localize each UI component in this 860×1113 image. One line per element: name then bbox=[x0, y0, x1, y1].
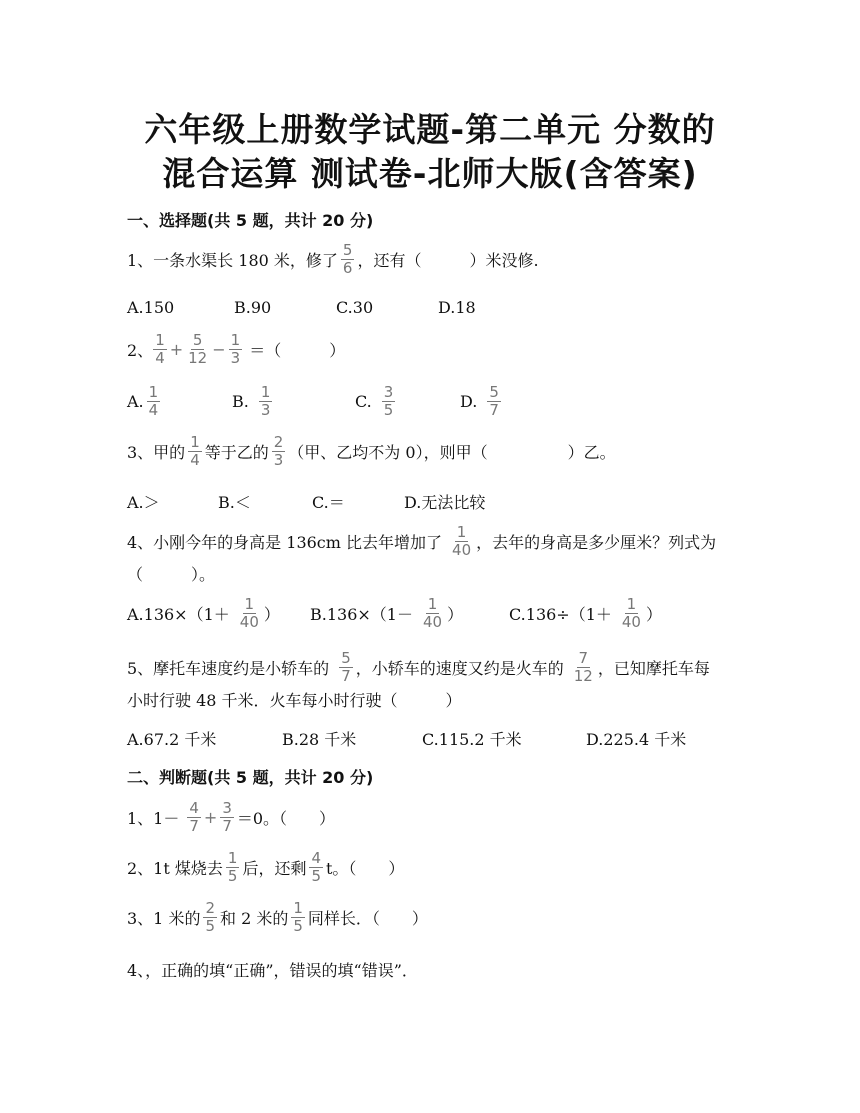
question-text: 后，还剩 bbox=[242, 859, 307, 878]
option-b[interactable]: B.28 千米 bbox=[282, 730, 357, 749]
fraction: $\frac{1}{40}$ bbox=[621, 595, 641, 631]
question-4 bbox=[127, 524, 716, 559]
question-text: 等于乙的 bbox=[204, 443, 269, 462]
fraction: $\frac{1}{3}$ bbox=[230, 331, 241, 367]
option-d[interactable]: D.225.4 千米 bbox=[586, 730, 687, 749]
option-b[interactable]: B.136×（1－ $\frac{1}{40}$ ） bbox=[310, 595, 464, 631]
option-b[interactable]: B. $\frac{1}{3}$ bbox=[232, 383, 271, 419]
fraction: $\frac{2}{5}$ bbox=[205, 899, 215, 935]
fraction: $\frac{1}{3}$ bbox=[260, 383, 271, 419]
fraction: $\frac{3}{7}$ bbox=[222, 799, 232, 835]
question-text: t。（ ） bbox=[326, 859, 405, 878]
judgement-1 bbox=[127, 800, 335, 835]
option-a[interactable]: A. $\frac{1}{4}$ bbox=[127, 383, 159, 419]
section-heading-judge: 二、判断题(共 5 题，共计 20 分) bbox=[127, 768, 374, 787]
fraction: $\frac{1}{5}$ bbox=[293, 899, 303, 935]
question-number: 2、 bbox=[127, 341, 154, 360]
question-text: 同样长．（ ） bbox=[307, 909, 428, 928]
question-2 bbox=[127, 332, 345, 367]
question-text: 1、一条水渠长 180 米，修了 bbox=[127, 251, 338, 270]
option-d[interactable]: D.18 bbox=[438, 298, 476, 317]
fraction: $\frac{1}{4}$ bbox=[148, 383, 159, 419]
judgement-2 bbox=[127, 850, 404, 885]
page-title-line-2: 混合运算 测试卷-北师大版(含答案) bbox=[162, 154, 698, 193]
question-text: 1、1－ bbox=[127, 809, 180, 828]
plus-operator: + bbox=[169, 340, 184, 359]
fraction: $\frac{2}{3}$ bbox=[273, 433, 284, 469]
page-title-line-1: 六年级上册数学试题-第二单元 分数的 bbox=[144, 110, 716, 149]
question-text: 5、摩托车速度约是小轿车的 bbox=[127, 659, 330, 678]
fraction: $\frac{4}{7}$ bbox=[189, 799, 199, 835]
fraction: $\frac{3}{5}$ bbox=[383, 383, 394, 419]
question-1 bbox=[127, 242, 539, 277]
option-b[interactable]: B.90 bbox=[234, 298, 272, 317]
section-heading-choice: 一、选择题(共 5 题，共计 20 分) bbox=[127, 211, 374, 230]
judgement-3 bbox=[127, 900, 428, 935]
option-c[interactable]: C.30 bbox=[336, 298, 374, 317]
question-text: ＝（ ） bbox=[249, 341, 346, 360]
question-text: ，已知摩托车每 bbox=[597, 659, 710, 678]
question-5-line-2: 小时行驶 48 千米．火车每小时行驶（ ） bbox=[127, 691, 462, 710]
question-text: （甲、乙均不为 0），则甲（ ）乙。 bbox=[288, 443, 616, 462]
fraction: $\frac{1}{4}$ bbox=[190, 433, 200, 469]
option-b[interactable]: B.＜ bbox=[218, 493, 251, 512]
question-3 bbox=[127, 434, 616, 469]
option-c[interactable]: C.115.2 千米 bbox=[422, 730, 522, 749]
fraction: $\frac{5}{7}$ bbox=[489, 383, 499, 419]
fraction: $\frac{7}{12}$ bbox=[573, 649, 593, 685]
option-d[interactable]: D. $\frac{5}{7}$ bbox=[460, 383, 499, 419]
question-text: 3、1 米的 bbox=[127, 909, 201, 928]
question-text: 3、甲的 bbox=[127, 443, 186, 462]
option-d[interactable]: D.无法比较 bbox=[404, 493, 486, 512]
option-a[interactable]: A.136×（1＋ $\frac{1}{40}$ ） bbox=[127, 595, 280, 631]
option-c[interactable]: C.＝ bbox=[312, 493, 345, 512]
option-c[interactable]: C. $\frac{3}{5}$ bbox=[355, 383, 394, 419]
fraction: $\frac{1}{4}$ bbox=[155, 331, 165, 367]
question-text: ，去年的身高是多少厘米？列式为 bbox=[476, 533, 717, 552]
option-a[interactable]: A.＞ bbox=[127, 493, 160, 512]
question-text: 和 2 米的 bbox=[220, 909, 289, 928]
question-text: ＝0。（ ） bbox=[236, 809, 336, 828]
fraction: $\frac{5}{7}$ bbox=[341, 649, 351, 685]
question-5 bbox=[127, 650, 710, 685]
option-a[interactable]: A.150 bbox=[127, 298, 175, 317]
option-c[interactable]: C.136÷（1＋ $\frac{1}{40}$ ） bbox=[509, 595, 662, 631]
question-text: 2、1t 煤烧去 bbox=[127, 859, 223, 878]
fraction: $\frac{5}{6}$ bbox=[342, 241, 353, 277]
fraction: $\frac{1}{5}$ bbox=[227, 849, 238, 885]
question-text: ，还有（ ）米没修. bbox=[357, 251, 539, 270]
fraction: $\frac{1}{40}$ bbox=[239, 595, 259, 631]
fraction: $\frac{4}{5}$ bbox=[311, 849, 321, 885]
question-text: ，小轿车的速度又约是火车的 bbox=[355, 659, 564, 678]
plus-operator: + bbox=[203, 808, 218, 827]
fraction: $\frac{1}{40}$ bbox=[422, 595, 443, 631]
question-text: 4、小刚今年的身高是 136cm 比去年增加了 bbox=[127, 533, 443, 552]
fraction: $\frac{1}{40}$ bbox=[452, 523, 472, 559]
question-4-blank: （ ）。 bbox=[127, 565, 216, 584]
judgement-4: 4、，正确的填“正确”，错误的填“错误”． bbox=[127, 961, 418, 980]
fraction: $\frac{5}{12}$ bbox=[188, 331, 208, 367]
option-a[interactable]: A.67.2 千米 bbox=[127, 730, 217, 749]
minus-operator: − bbox=[212, 340, 226, 359]
